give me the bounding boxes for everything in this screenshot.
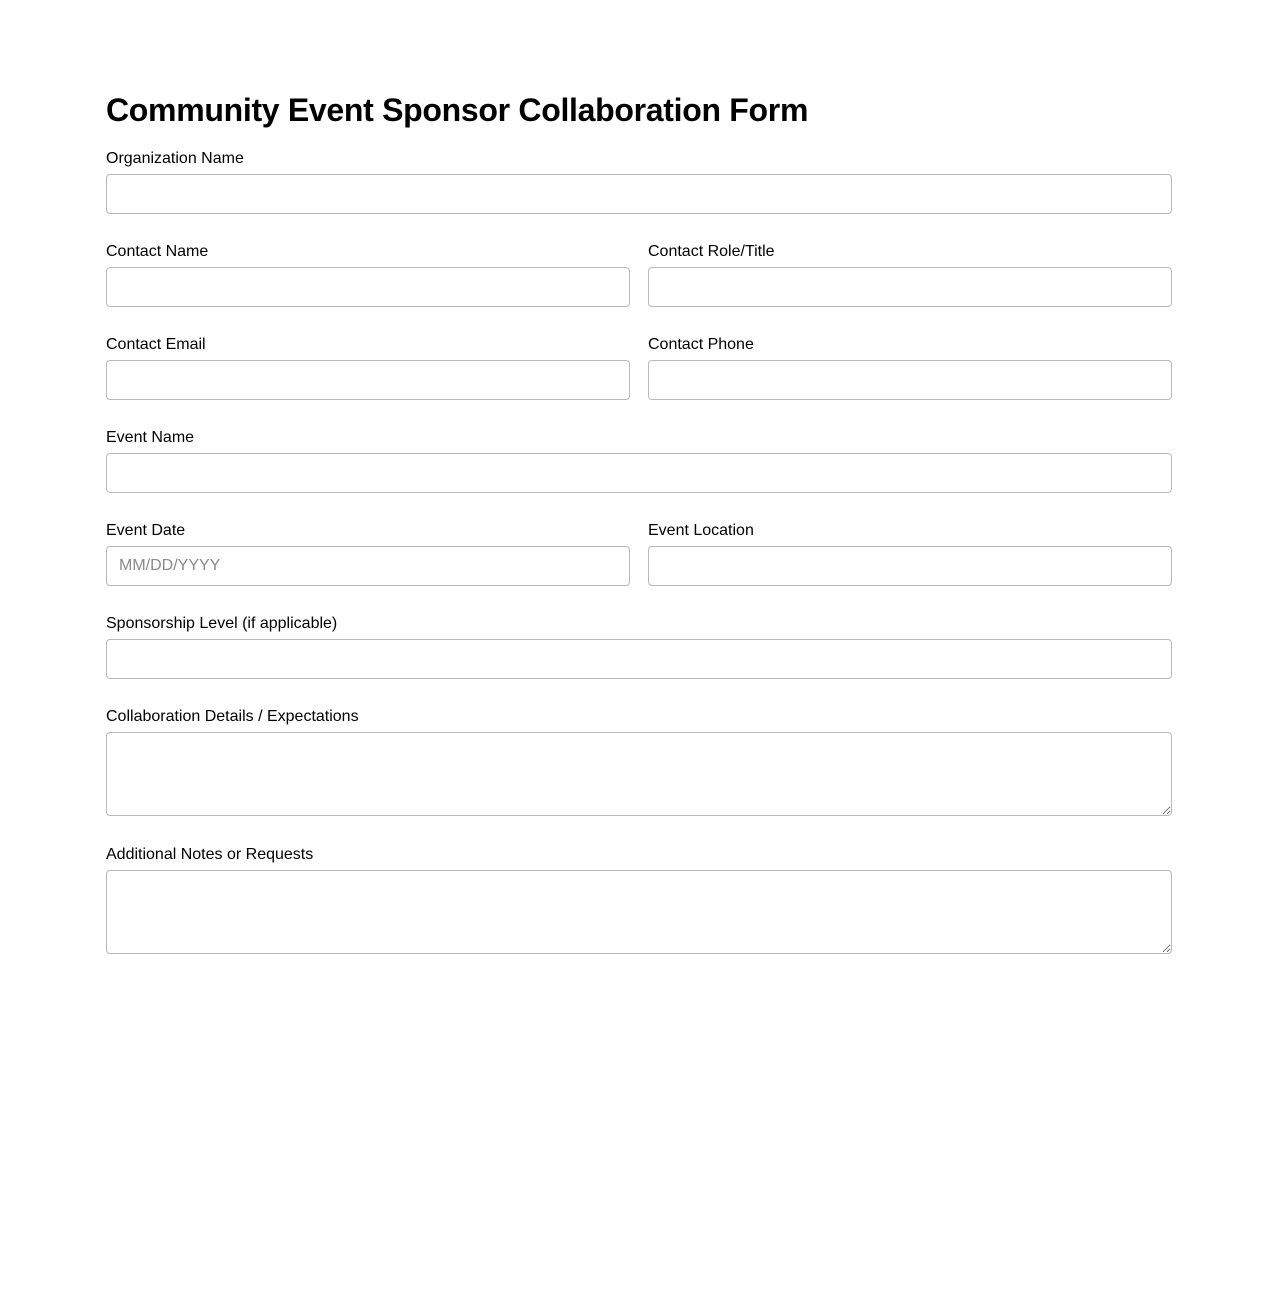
event-name-input[interactable]	[106, 453, 1172, 493]
sponsorship-level-input[interactable]	[106, 639, 1172, 679]
collaboration-details-row	[106, 707, 1172, 816]
sponsorship-level-group	[106, 614, 1172, 679]
contact-info-row	[106, 335, 1172, 400]
collaboration-details-label: Collaboration Details / Expectations	[106, 708, 359, 725]
event-name-label: Event Name	[106, 429, 195, 446]
contact-phone-input[interactable]	[648, 360, 1172, 400]
event-details-row	[106, 521, 1172, 586]
organization-name-input[interactable]	[106, 174, 1172, 214]
contact-role-label: Contact Role/Title	[648, 243, 775, 260]
event-location-group	[648, 521, 1172, 586]
sponsor-form	[106, 90, 1172, 954]
sponsorship-level-label: Sponsorship Level (if applicable)	[106, 615, 338, 632]
collaboration-details-textarea[interactable]	[106, 732, 1172, 816]
contact-name-input[interactable]	[106, 267, 630, 307]
contact-role-input[interactable]	[648, 267, 1172, 307]
additional-notes-group	[106, 845, 1172, 954]
sponsorship-level-row	[106, 614, 1172, 679]
contact-phone-label: Contact Phone	[648, 336, 754, 353]
contact-email-label: Contact Email	[106, 336, 206, 353]
event-location-input[interactable]	[648, 546, 1172, 586]
contact-name-group	[106, 242, 630, 307]
page-title: Community Event Sponsor Collaboration Form	[106, 92, 809, 128]
event-date-group	[106, 521, 630, 586]
organization-name-label: Organization Name	[106, 150, 244, 167]
contact-name-row	[106, 242, 1172, 307]
event-date-input[interactable]	[106, 546, 630, 586]
event-name-group	[106, 428, 1172, 493]
additional-notes-label: Additional Notes or Requests	[106, 846, 314, 863]
contact-role-group	[648, 242, 1172, 307]
contact-phone-group	[648, 335, 1172, 400]
additional-notes-textarea[interactable]	[106, 870, 1172, 954]
collaboration-details-group	[106, 707, 1172, 816]
contact-name-label: Contact Name	[106, 243, 209, 260]
organization-name-group	[106, 149, 1172, 214]
event-date-label: Event Date	[106, 522, 186, 539]
contact-email-group	[106, 335, 630, 400]
organization-row	[106, 149, 1172, 214]
event-location-label: Event Location	[648, 522, 754, 539]
additional-notes-row	[106, 845, 1172, 954]
event-name-row	[106, 428, 1172, 493]
contact-email-input[interactable]	[106, 360, 630, 400]
